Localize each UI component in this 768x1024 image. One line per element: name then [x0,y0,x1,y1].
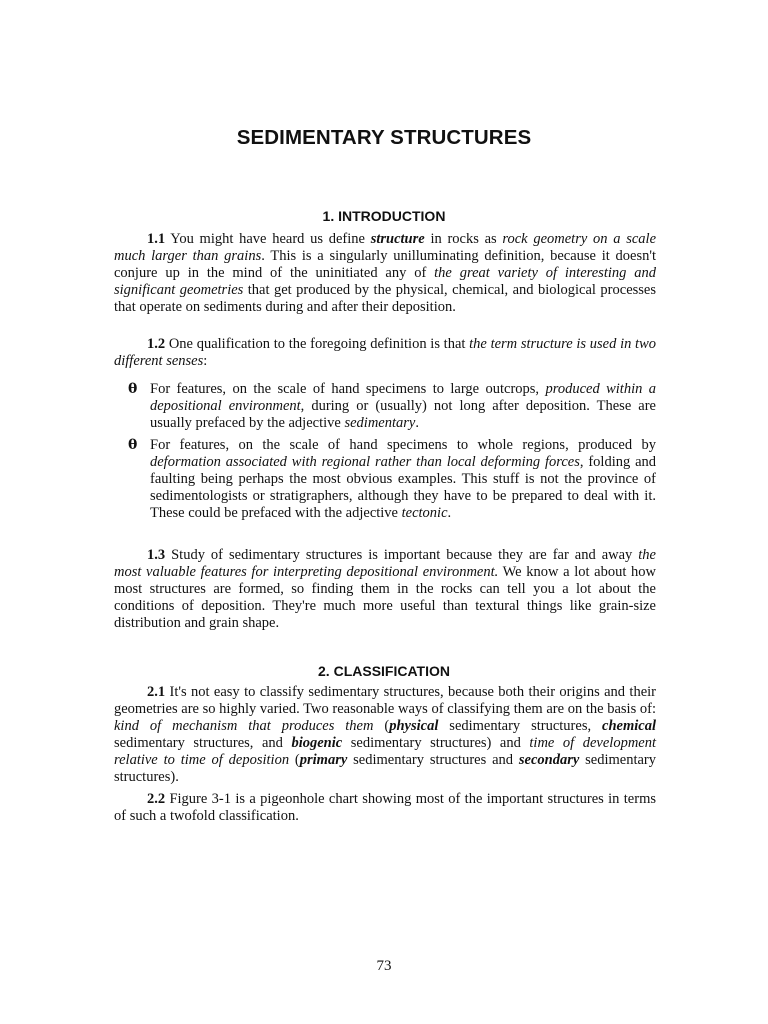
paragraph-number: 2.2 [147,791,166,807]
page-number: 73 [376,958,392,974]
paragraph-number: 1.2 [147,336,166,352]
paragraph-1-3: 1.3 Study of sedimentary structures is important because they are far and away the most valuable features for interpreting depositional environment. We know a lot about how most structures are formed, so finding them in the rocks can tell you a lot about the conditions of deposition. They're much more useful than textural things like grain-size distribution and grain shape. [114,547,656,631]
theta-bullet-icon: θ [128,437,138,453]
paragraph-2-1: 2.1 It's not easy to classify sedimentary structures, because both their origins and their geometries are so highly varied. Two reasonable ways of classifying them are on the basis of: kind of mechanism that produces them (physical sedimentary structures, chemical sedimentary structures, and biogenic sedimentary structures) and time of development relative to time of deposition (primary sedimentary structures and secondary sedimentary structures). [114,684,656,785]
paragraph-number: 2.1 [147,684,166,700]
paragraph-number: 1.3 [147,547,166,563]
paragraph-2-2: 2.2 Figure 3-1 is a pigeonhole chart showing most of the important structures in terms of such a twofold classification. [114,791,656,824]
bullet-item-tectonic: θ For features, on the scale of hand specimens to whole regions, produced by deformation associated with regional rather than local deforming forces, folding and faulting being perhaps the most obvious examples. This stuff is not the province of sedimentologists or stratigraphers, although they have to be prepared to deal with it. These could be prefaced with the adjective tectonic. [128,437,657,521]
paragraph-1-1: 1.1 You might have heard us define structure in rocks as rock geometry on a scale much larger than grains. This is a singularly unilluminating definition, because it doesn't conjure up in the mind of the uninitiated any of the great variety of interesting and significant geometries that get produced by the physical, chemical, and biological processes that operate on sediments during and after their deposition. [114,231,657,315]
section-heading-introduction: 1. INTRODUCTION [322,208,446,224]
paragraph-1-2: 1.2 One qualification to the foregoing definition is that the term structure is used in two different senses: [114,336,657,369]
bullet-item-sedimentary: θ For features, on the scale of hand specimens to large outcrops, produced within a depositional environment, during or (usually) not long after deposition. These are usually prefaced by the adjective sedimentary. [128,381,657,431]
paragraph-number: 1.1 [147,231,166,247]
theta-bullet-icon: θ [128,381,138,397]
section-heading-classification: 2. CLASSIFICATION [318,663,450,679]
page-title: SEDIMENTARY STRUCTURES [236,126,532,149]
